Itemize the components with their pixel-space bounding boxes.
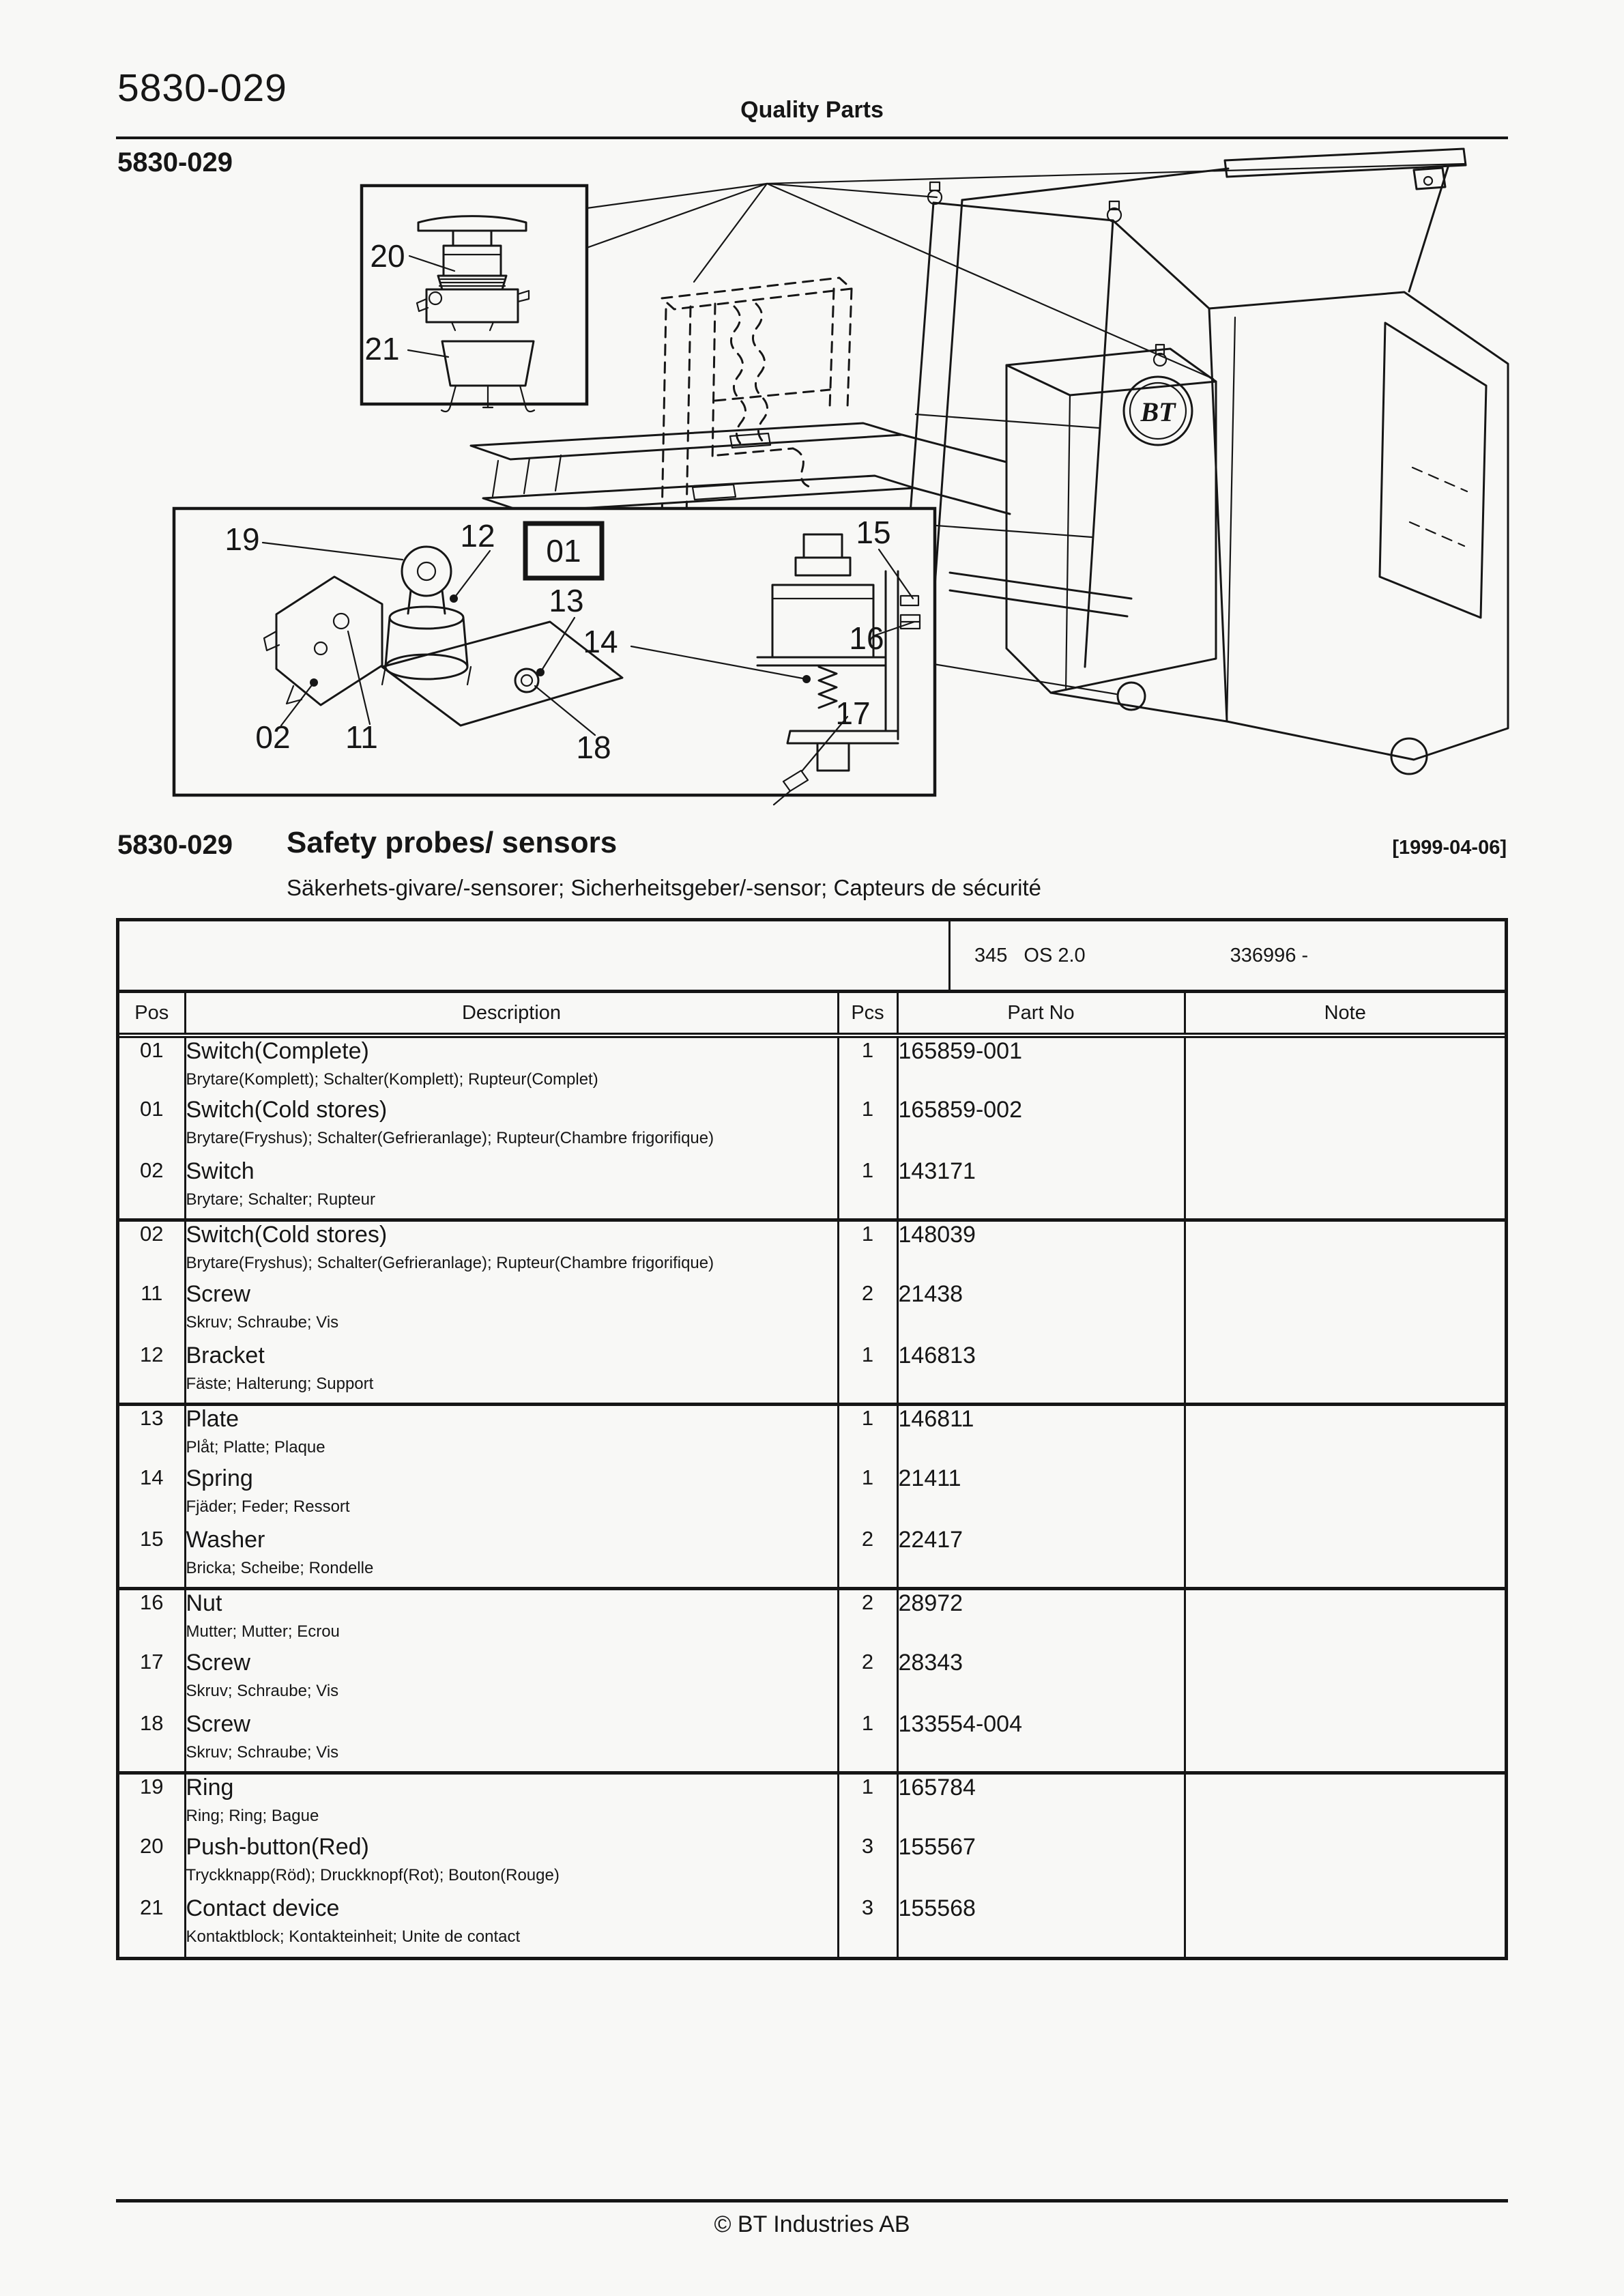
cell-description bbox=[185, 1343, 838, 1404]
cell-description bbox=[185, 1895, 838, 1957]
table-row bbox=[119, 1588, 1505, 1650]
callout-19: 19 bbox=[224, 521, 260, 557]
parts-diagram bbox=[116, 140, 1511, 805]
cell-part-no: 133554-004 bbox=[897, 1711, 1185, 1773]
cell-pcs: 1 bbox=[838, 1343, 897, 1404]
callout-18: 18 bbox=[576, 730, 611, 765]
table-row bbox=[119, 1773, 1505, 1834]
cell-description bbox=[185, 1527, 838, 1588]
table-row bbox=[119, 1465, 1505, 1527]
description-main: Screw bbox=[186, 1281, 250, 1307]
description-main: Contact device bbox=[186, 1895, 340, 1921]
model-number: 345 bbox=[974, 944, 1008, 966]
inset-pushbutton bbox=[362, 186, 587, 412]
table-row bbox=[119, 1097, 1505, 1158]
cell-part-no: 146813 bbox=[897, 1343, 1185, 1404]
col-header-pos: Pos bbox=[119, 993, 185, 1035]
bt-logo-text: BT bbox=[1140, 397, 1176, 427]
cell-description bbox=[185, 1158, 838, 1220]
footer-divider bbox=[116, 2199, 1508, 2202]
cell-part-no: 22417 bbox=[897, 1527, 1185, 1588]
description-translations: Skruv; Schraube; Vis bbox=[186, 1743, 339, 1762]
cell-description bbox=[185, 1220, 838, 1281]
copyright: © BT Industries AB bbox=[714, 2211, 910, 2237]
cell-note bbox=[1185, 1465, 1505, 1527]
cell-note bbox=[1185, 1834, 1505, 1895]
cell-pos: 11 bbox=[141, 1281, 163, 1305]
description-main: Nut bbox=[186, 1590, 222, 1616]
description-translations: Brytare(Komplett); Schalter(Komplett); Rupteur(Complet) bbox=[186, 1070, 598, 1089]
cell-part-no: 165859-002 bbox=[897, 1097, 1185, 1158]
table-row bbox=[119, 1711, 1505, 1773]
description-main: Washer bbox=[186, 1527, 265, 1553]
cell-part-no: 155567 bbox=[897, 1834, 1185, 1895]
table-row bbox=[119, 1404, 1505, 1465]
table-row bbox=[119, 1158, 1505, 1220]
table-header-row bbox=[119, 993, 1505, 1035]
col-header-description: Description bbox=[185, 993, 838, 1035]
cell-pos: 15 bbox=[140, 1527, 164, 1551]
cell-note bbox=[1185, 1281, 1505, 1343]
table-row bbox=[119, 1220, 1505, 1281]
cell-pcs: 3 bbox=[838, 1895, 897, 1957]
cell-description bbox=[185, 1281, 838, 1343]
cell-pcs: 1 bbox=[838, 1158, 897, 1220]
cell-note bbox=[1185, 1527, 1505, 1588]
callout-16: 16 bbox=[849, 620, 884, 656]
cell-pcs: 1 bbox=[838, 1465, 897, 1527]
description-translations: Mutter; Mutter; Ecrou bbox=[186, 1622, 340, 1641]
doc-number: 5830-029 bbox=[117, 66, 287, 110]
revision-date: [1999-04-06] bbox=[1392, 837, 1507, 859]
callout-11: 11 bbox=[345, 719, 378, 755]
cell-pcs: 1 bbox=[838, 1035, 897, 1097]
cell-pcs: 2 bbox=[838, 1527, 897, 1588]
description-main: Switch(Complete) bbox=[186, 1038, 369, 1064]
callout-17: 17 bbox=[835, 695, 871, 731]
description-main: Plate bbox=[186, 1405, 239, 1432]
cell-part-no: 146811 bbox=[897, 1404, 1185, 1465]
cell-description bbox=[185, 1035, 838, 1097]
cell-pcs: 2 bbox=[838, 1281, 897, 1343]
table-row bbox=[119, 1895, 1505, 1957]
cell-description bbox=[185, 1834, 838, 1895]
callout-13: 13 bbox=[549, 583, 584, 618]
cell-description bbox=[185, 1588, 838, 1650]
section-title: Safety probes/ sensors bbox=[287, 826, 618, 859]
cell-note bbox=[1185, 1588, 1505, 1650]
cell-pos: 17 bbox=[140, 1650, 164, 1674]
cell-note bbox=[1185, 1404, 1505, 1465]
cell-part-no: 165859-001 bbox=[897, 1035, 1185, 1097]
description-translations: Kontaktblock; Kontakteinheit; Unite de contact bbox=[186, 1927, 521, 1946]
cell-pos: 02 bbox=[119, 1220, 185, 1281]
inset-switch-assembly bbox=[174, 508, 935, 805]
callout-15: 15 bbox=[856, 515, 891, 550]
table-row bbox=[119, 1650, 1505, 1711]
cell-note bbox=[1185, 1343, 1505, 1404]
description-translations: Skruv; Schraube; Vis bbox=[186, 1313, 339, 1332]
cell-pcs: 1 bbox=[838, 1773, 897, 1834]
cell-description bbox=[185, 1773, 838, 1834]
table-row bbox=[119, 1343, 1505, 1404]
parts-list bbox=[119, 993, 1505, 1957]
description-translations: Tryckknapp(Röd); Druckknopf(Rot); Bouton(Rouge) bbox=[186, 1866, 560, 1884]
callout-21: 21 bbox=[364, 331, 400, 367]
header-divider bbox=[116, 137, 1508, 139]
col-header-note: Note bbox=[1185, 993, 1505, 1035]
description-main: Push-button(Red) bbox=[186, 1834, 369, 1860]
callout-02: 02 bbox=[255, 719, 291, 755]
cell-pos: 01 bbox=[140, 1097, 164, 1121]
table-row bbox=[119, 1281, 1505, 1343]
callout-20: 20 bbox=[370, 238, 405, 274]
cell-part-no: 143171 bbox=[897, 1158, 1185, 1220]
cell-pcs: 2 bbox=[838, 1650, 897, 1711]
serial-range: 336996 - bbox=[1230, 944, 1309, 966]
leader-lines bbox=[587, 164, 1466, 379]
cell-part-no: 28343 bbox=[897, 1650, 1185, 1711]
cell-pos: 14 bbox=[140, 1465, 164, 1489]
cell-note bbox=[1185, 1097, 1505, 1158]
cell-pcs: 1 bbox=[838, 1711, 897, 1773]
cell-description bbox=[185, 1097, 838, 1158]
section-subtitle: Säkerhets-givare/-sensorer; Sicherheitsgeber/-sensor; Capteurs de sécurité bbox=[287, 875, 1042, 900]
cell-part-no: 155568 bbox=[897, 1895, 1185, 1957]
description-main: Switch(Cold stores) bbox=[186, 1221, 388, 1248]
description-main: Spring bbox=[186, 1465, 253, 1491]
parts-table bbox=[116, 918, 1508, 1960]
cell-note bbox=[1185, 1773, 1505, 1834]
description-main: Switch(Cold stores) bbox=[186, 1097, 388, 1123]
description-translations: Plåt; Platte; Plaque bbox=[186, 1437, 325, 1456]
cell-note bbox=[1185, 1711, 1505, 1773]
cell-note bbox=[1185, 1158, 1505, 1220]
cell-note bbox=[1185, 1895, 1505, 1957]
cell-pcs: 3 bbox=[838, 1834, 897, 1895]
description-translations: Brytare; Schalter; Rupteur bbox=[186, 1190, 375, 1209]
description-translations: Fjäder; Feder; Ressort bbox=[186, 1497, 350, 1516]
description-translations: Bricka; Scheibe; Rondelle bbox=[186, 1559, 374, 1577]
description-translations: Brytare(Fryshus); Schalter(Gefrieranlage); Rupteur(Chambre frigorifique) bbox=[186, 1253, 714, 1272]
callout-12: 12 bbox=[460, 518, 495, 554]
cell-description bbox=[185, 1650, 838, 1711]
cell-pcs: 1 bbox=[838, 1220, 897, 1281]
cell-pcs: 2 bbox=[838, 1588, 897, 1650]
cell-note bbox=[1185, 1035, 1505, 1097]
model-version: OS 2.0 bbox=[1024, 944, 1086, 966]
cell-pos: 01 bbox=[140, 1038, 164, 1062]
section-title-code: 5830-029 bbox=[117, 830, 233, 860]
section-code: 5830-029 bbox=[117, 147, 233, 177]
cell-note bbox=[1185, 1220, 1505, 1281]
description-translations: Ring; Ring; Bague bbox=[186, 1806, 319, 1825]
cell-note bbox=[1185, 1650, 1505, 1711]
description-main: Switch bbox=[186, 1158, 255, 1184]
table-row bbox=[119, 1834, 1505, 1895]
description-main: Screw bbox=[186, 1650, 250, 1676]
cell-pos: 19 bbox=[119, 1773, 185, 1834]
description-main: Screw bbox=[186, 1711, 250, 1737]
cell-description bbox=[185, 1711, 838, 1773]
cell-pos: 02 bbox=[140, 1158, 164, 1182]
cell-pos: 21 bbox=[140, 1895, 164, 1919]
description-translations: Skruv; Schraube; Vis bbox=[186, 1682, 339, 1700]
cell-pos: 13 bbox=[119, 1404, 185, 1465]
cell-pcs: 1 bbox=[838, 1404, 897, 1465]
description-translations: Fäste; Halterung; Support bbox=[186, 1375, 374, 1393]
callout-14: 14 bbox=[583, 624, 618, 659]
col-header-pcs: Pcs bbox=[838, 993, 897, 1035]
cell-pos: 16 bbox=[119, 1588, 185, 1650]
table-meta-row bbox=[119, 921, 1505, 993]
description-main: Bracket bbox=[186, 1343, 265, 1368]
cell-pcs: 1 bbox=[838, 1097, 897, 1158]
cell-pos: 20 bbox=[140, 1834, 164, 1858]
cell-part-no: 21411 bbox=[897, 1465, 1185, 1527]
cell-part-no: 28972 bbox=[897, 1588, 1185, 1650]
cell-part-no: 21438 bbox=[897, 1281, 1185, 1343]
description-main: Ring bbox=[186, 1774, 234, 1800]
cell-pos: 12 bbox=[140, 1343, 164, 1366]
meta-empty-cell bbox=[119, 921, 951, 990]
cell-description bbox=[185, 1404, 838, 1465]
cell-part-no: 165784 bbox=[897, 1773, 1185, 1834]
table-row bbox=[119, 1035, 1505, 1097]
table-row bbox=[119, 1527, 1505, 1588]
page-title: Quality Parts bbox=[740, 97, 884, 123]
meta-info-cell bbox=[951, 921, 1505, 990]
cell-pos: 18 bbox=[140, 1711, 164, 1735]
col-header-part-no: Part No bbox=[897, 993, 1185, 1035]
cell-part-no: 148039 bbox=[897, 1220, 1185, 1281]
cell-description bbox=[185, 1465, 838, 1527]
description-translations: Brytare(Fryshus); Schalter(Gefrieranlage); Rupteur(Chambre frigorifique) bbox=[186, 1129, 714, 1147]
callout-01: 01 bbox=[546, 533, 581, 569]
